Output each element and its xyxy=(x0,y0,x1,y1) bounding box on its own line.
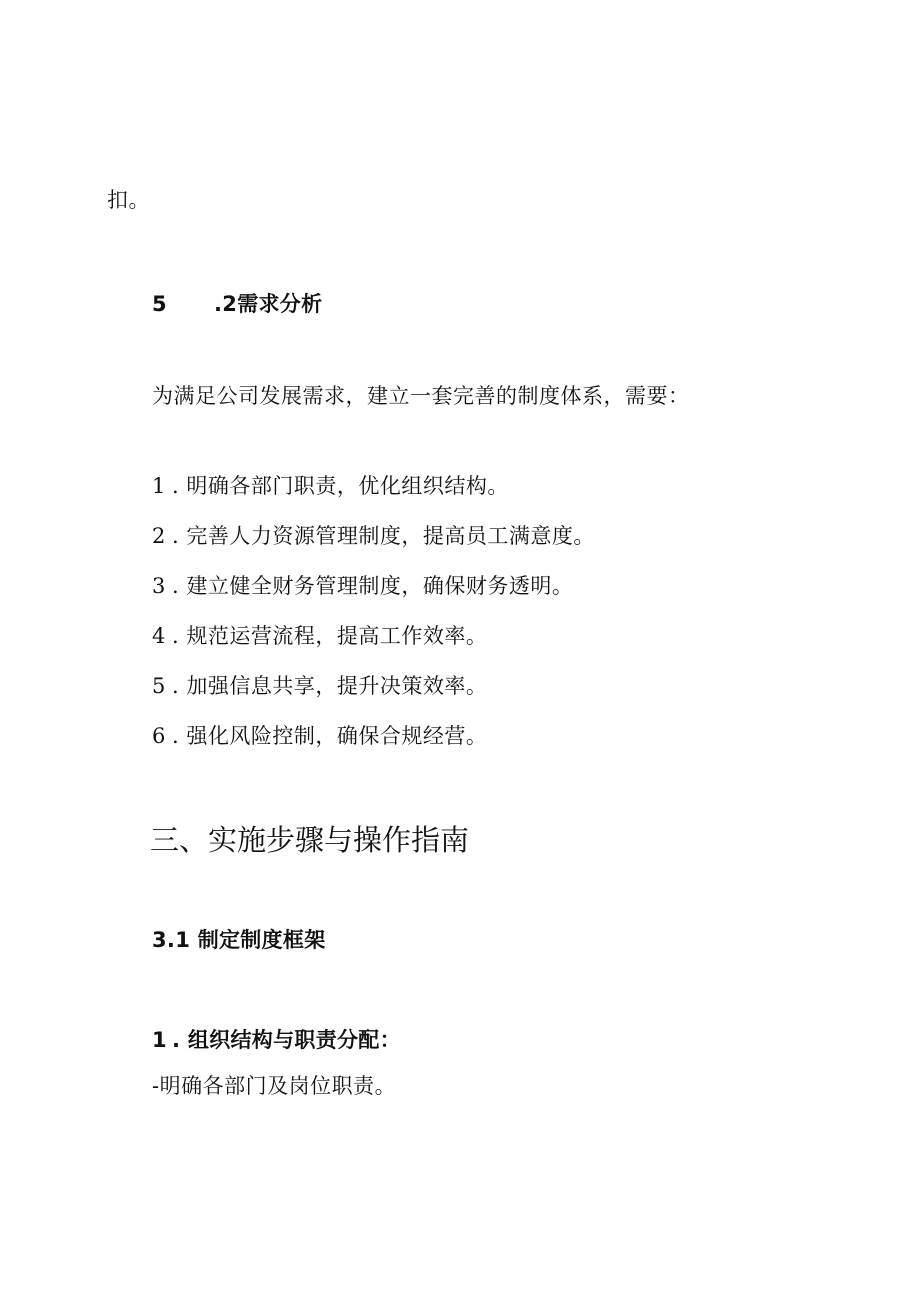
subsection-heading xyxy=(152,1030,401,1051)
list-item-text: . 加强信息共享，提升决策效率。 xyxy=(172,674,488,698)
section-heading-5-2 xyxy=(152,294,322,315)
section-number: 5 xyxy=(152,292,167,316)
list-item xyxy=(152,626,487,647)
list-item-text: . 明确各部门职责，优化组织结构。 xyxy=(172,474,509,498)
list-item-number: 2 xyxy=(152,524,166,548)
section-title: .2需求分析 xyxy=(214,292,323,316)
list-item-text: . 完善人力资源管理制度，提高员工满意度。 xyxy=(172,524,595,548)
list-item xyxy=(152,576,573,597)
list-item-number: 5 xyxy=(152,674,166,698)
list-item xyxy=(152,526,595,547)
chapter-heading: 三、实施步骤与操作指南 xyxy=(150,823,470,857)
list-item-text: . 强化风险控制，确保合规经营。 xyxy=(172,724,488,748)
intro-paragraph: 为满足公司发展需求，建立一套完善的制度体系，需要： xyxy=(152,384,690,408)
list-item xyxy=(152,726,487,747)
list-item-number: 4 xyxy=(152,624,166,648)
list-item-number: 6 xyxy=(152,724,166,748)
list-item-text: . 规范运营流程，提高工作效率。 xyxy=(172,624,488,648)
list-item xyxy=(152,476,509,497)
continuation-text: 扣。 xyxy=(107,188,150,212)
list-item-number: 3 xyxy=(152,574,166,598)
subsection-number: 1 xyxy=(152,1028,167,1052)
list-item-number: 1 xyxy=(152,474,166,498)
list-item-text: . 建立健全财务管理制度，确保财务透明。 xyxy=(172,574,574,598)
bullet-item: -明确各部门及岗位职责。 xyxy=(152,1074,397,1098)
section-heading-3-1: 3.1 制定制度框架 xyxy=(152,928,326,952)
list-item xyxy=(152,676,487,697)
subsection-title: . 组织结构与职责分配： xyxy=(172,1028,401,1052)
